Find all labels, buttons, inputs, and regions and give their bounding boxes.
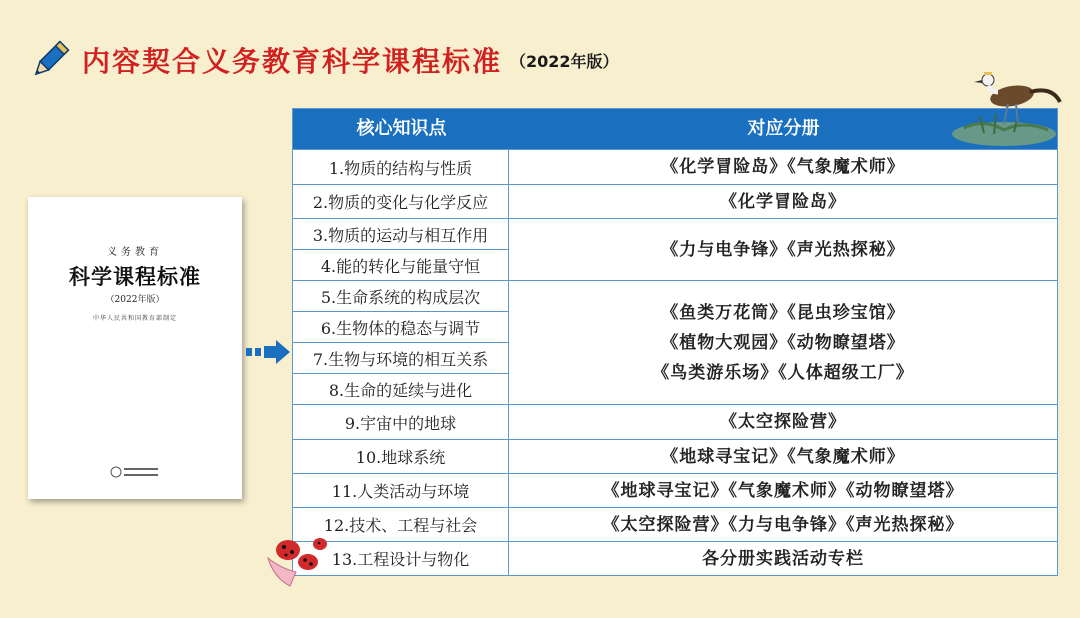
publisher-logo-icon <box>110 465 160 479</box>
volume-text: 《化学冒险岛》 <box>720 191 846 212</box>
volume-cell <box>509 280 1057 404</box>
volume-cell <box>509 149 1057 184</box>
knowledge-point: 11.人类活动与环境 <box>293 473 509 507</box>
volume-cell <box>509 507 1057 541</box>
volume-cell <box>509 439 1057 473</box>
volume-text: 《植物大观园》《动物瞭望塔》 <box>661 332 905 353</box>
volume-cell <box>509 404 1057 439</box>
col-header-knowledge: 核心知识点 <box>356 118 447 139</box>
volume-text: 《化学冒险岛》《气象魔术师》 <box>661 157 905 177</box>
volume-text: 《力与电争锋》《声光热探秘》 <box>661 239 905 260</box>
table-header <box>293 109 1057 149</box>
volume-cell <box>509 218 1057 280</box>
volume-text: 《鸟类游乐场》《人体超级工厂》 <box>652 362 914 383</box>
knowledge-point: 3.物质的运动与相互作用 <box>293 218 509 249</box>
book-cover <box>28 197 242 499</box>
knowledge-point: 2.物质的变化与化学反应 <box>293 184 509 218</box>
knowledge-point: 12.技术、工程与社会 <box>293 507 509 541</box>
book-edition: （2022年版） <box>105 295 165 305</box>
knowledge-point: 5.生命系统的构成层次 <box>293 280 509 311</box>
volume-text: 《地球寻宝记》《气象魔术师》 <box>661 446 905 467</box>
book-title: 科学课程标准 <box>69 264 201 289</box>
volume-text: 各分册实践活动专栏 <box>702 548 864 569</box>
bird-illustration <box>944 58 1062 150</box>
page-title: 内容契合义务教育科学课程标准 <box>82 45 503 78</box>
knowledge-point: 8.生命的延续与进化 <box>293 373 509 404</box>
volume-cell <box>509 184 1057 218</box>
knowledge-point: 10.地球系统 <box>293 439 509 473</box>
volume-cell <box>509 541 1057 575</box>
volume-text: 《鱼类万花筒》《昆虫珍宝馆》 <box>661 302 905 323</box>
knowledge-point: 1.物质的结构与性质 <box>293 149 509 184</box>
page-subtitle: （2022年版） <box>510 51 619 71</box>
curriculum-table <box>292 108 1058 576</box>
book-publisher: 中华人民共和国教育部制定 <box>92 315 177 322</box>
volume-text: 《太空探险营》 <box>720 412 846 432</box>
ladybug-illustration <box>260 528 334 590</box>
volume-text: 《太空探险营》《力与电争锋》《声光热探秘》 <box>602 514 964 535</box>
volume-cell <box>509 473 1057 507</box>
knowledge-point: 4.能的转化与能量守恒 <box>293 249 509 280</box>
volume-text: 《地球寻宝记》《气象魔术师》《动物瞭望塔》 <box>602 480 964 501</box>
knowledge-point: 9.宇宙中的地球 <box>293 404 509 439</box>
knowledge-point: 7.生物与环境的相互关系 <box>293 342 509 373</box>
title-row <box>28 36 619 84</box>
arrow-icon <box>246 340 290 364</box>
col-header-volumes: 对应分册 <box>747 118 820 139</box>
pencil-icon <box>28 38 72 82</box>
knowledge-point: 6.生物体的稳态与调节 <box>293 311 509 342</box>
book-series: 义务教育 <box>107 247 163 258</box>
knowledge-point: 13.工程设计与物化 <box>293 541 509 575</box>
